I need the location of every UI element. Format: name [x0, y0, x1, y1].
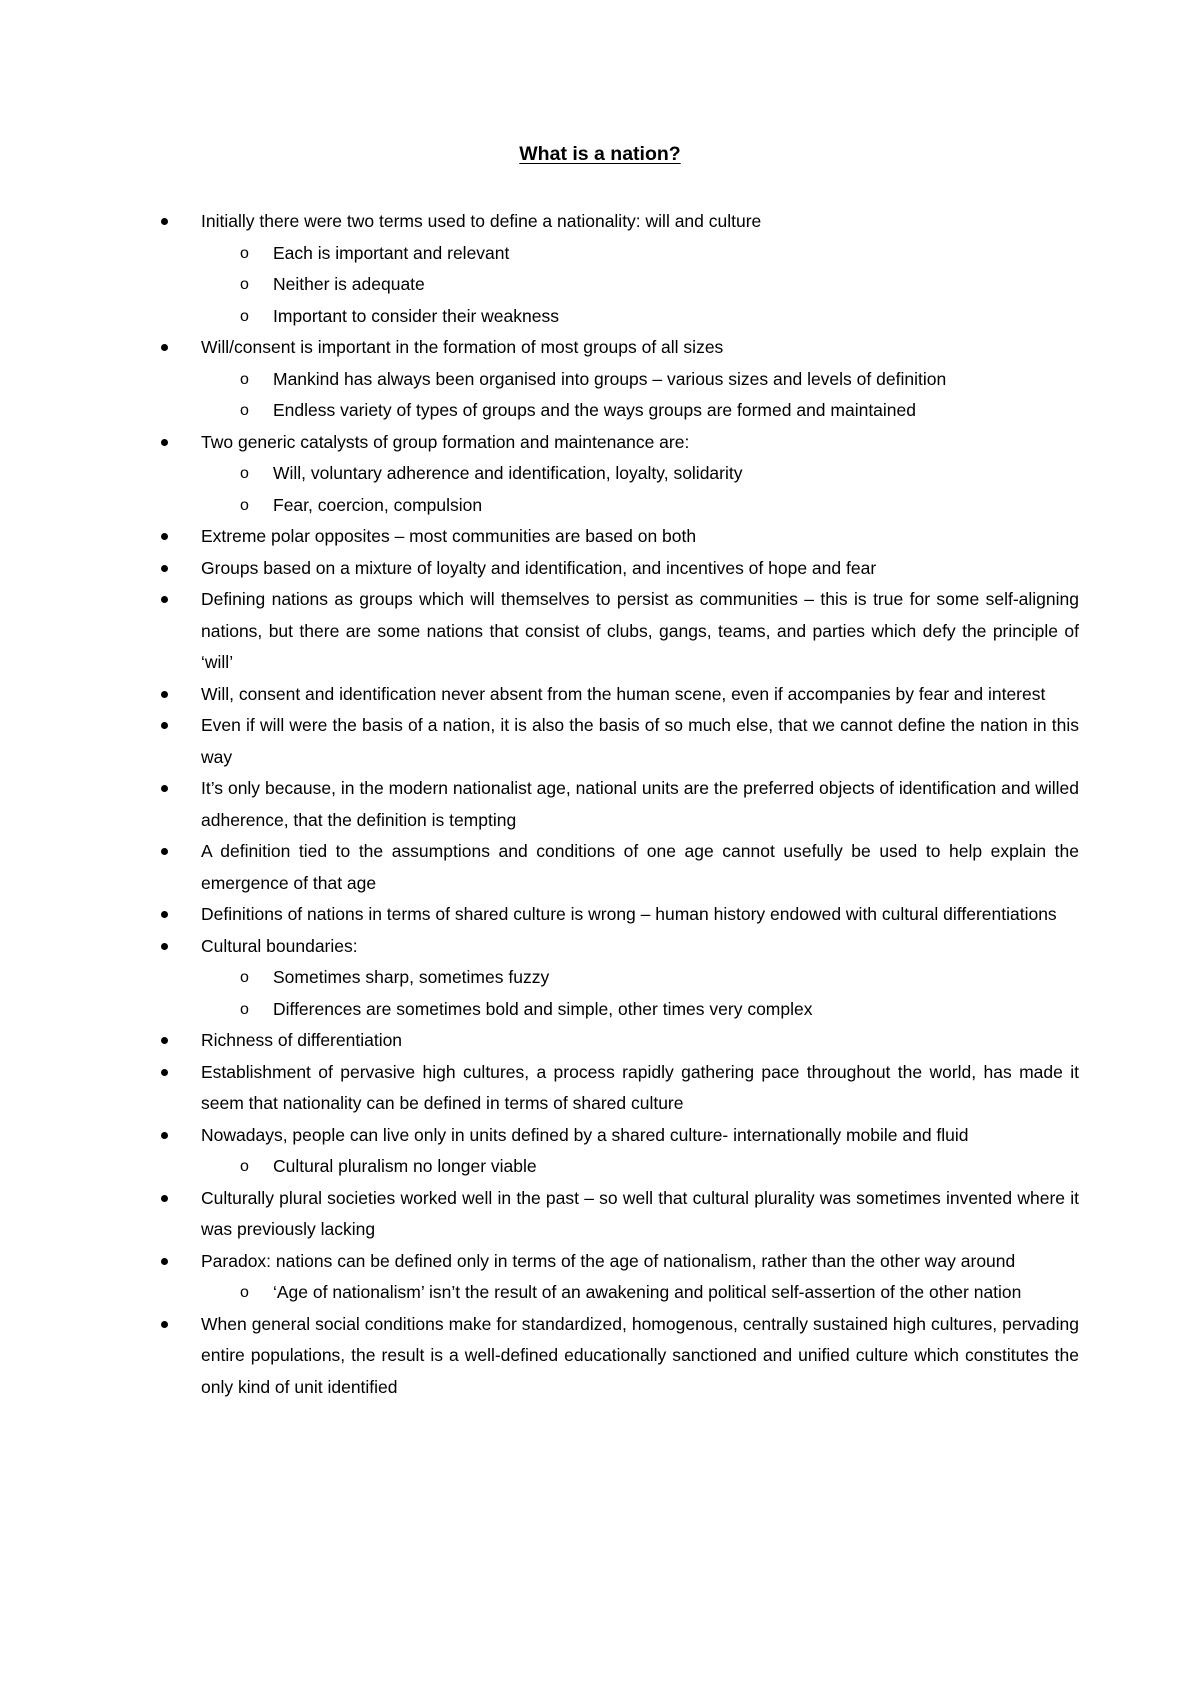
list-item [0, 1025, 1200, 1057]
sub-list-item [0, 1151, 1200, 1183]
list-item-text: Each is important and relevant [273, 242, 510, 263]
bullet-marker [160, 1183, 170, 1215]
list-item [0, 931, 1200, 963]
sub-bullet-marker: o [240, 307, 249, 325]
list-item-text: Even if will were the basis of a nation, it is also the basis of so much else, that we cannot define the nation in this way [201, 715, 1079, 767]
sub-list-item [0, 962, 1200, 994]
list-item-text: Nowadays, people can live only in units defined by a shared culture- internationally mobile and fluid [201, 1124, 969, 1145]
list-item-text: Will, consent and identification never absent from the human scene, even if accompanies by fear and interest [201, 683, 1046, 704]
sub-list-item [0, 458, 1200, 490]
sub-bullet-marker: o [240, 276, 249, 293]
bullet-marker [160, 1025, 170, 1057]
list-item-text: Culturally plural societies worked well in the past – so well that cultural plurality was sometimes invented where it was previously lacking [201, 1187, 1079, 1239]
bullet-marker [160, 553, 170, 585]
list-item-text: Initially there were two terms used to define a nationality: will and culture [201, 211, 762, 231]
list-item [0, 332, 1200, 364]
list-item [0, 1183, 1200, 1246]
sub-list-item [0, 364, 1200, 396]
list-item [0, 553, 1200, 585]
bullet-marker [160, 1309, 170, 1341]
list-item-text: Cultural boundaries: [201, 935, 358, 956]
sub-bullet-marker: o [240, 496, 249, 514]
list-item [0, 206, 1200, 238]
list-item [0, 584, 1200, 679]
list-item [0, 1057, 1200, 1120]
list-item-text: Defining nations as groups which will themselves to persist as communities – this is true for some self-aligning nations, but there are some nations that consist of clubs, gangs, teams, and parties which defy the principle of ‘will’ [201, 589, 1079, 672]
list-item [0, 1246, 1200, 1278]
sub-bullet-marker: o [240, 969, 249, 986]
list-item-text: Mankind has always been organised into groups – various sizes and levels of definition [273, 368, 947, 389]
list-item-text: Fear, coercion, compulsion [273, 494, 483, 515]
bullet-list [0, 206, 1200, 1403]
list-item-text: Definitions of nations in terms of shared culture is wrong – human history endowed with cultural differentiations [201, 904, 1057, 924]
bullet-marker [160, 836, 170, 868]
list-item [0, 773, 1200, 836]
list-item-text: It’s only because, in the modern nationalist age, national units are the preferred objects of identification and willed adherence, that the definition is tempting [201, 778, 1079, 830]
list-item [0, 899, 1200, 931]
list-item-text: Endless variety of types of groups and the ways groups are formed and maintained [273, 400, 917, 420]
list-item-text: Groups based on a mixture of loyalty and identification, and incentives of hope and fear [201, 557, 877, 578]
bullet-marker [160, 1246, 170, 1278]
list-item-text: Differences are sometimes bold and simple, other times very complex [273, 998, 813, 1019]
list-item-text: Cultural pluralism no longer viable [273, 1156, 537, 1176]
list-item-text: Two generic catalysts of group formation and maintenance are: [201, 431, 690, 452]
list-item-text: Neither is adequate [273, 274, 425, 294]
bullet-marker [160, 931, 170, 963]
bullet-marker [160, 1057, 170, 1089]
list-item-text: Extreme polar opposites – most communities are based on both [201, 526, 697, 546]
sub-bullet-marker: o [240, 465, 249, 482]
document-title: What is a nation? [519, 143, 681, 165]
list-item-text: Important to consider their weakness [273, 305, 559, 326]
bullet-marker [160, 1120, 170, 1152]
sub-list-item [0, 1277, 1200, 1309]
sub-list-item [0, 269, 1200, 301]
bullet-marker [160, 899, 170, 931]
list-item [0, 679, 1200, 711]
list-item-text: ‘Age of nationalism’ isn’t the result of an awakening and political self-assertion of the other nation [273, 1282, 1022, 1302]
sub-list-item [0, 994, 1200, 1026]
list-item-text: Paradox: nations can be defined only in terms of the age of nationalism, rather than the other way around [201, 1250, 1016, 1271]
sub-bullet-marker: o [240, 402, 249, 419]
bullet-marker [160, 710, 170, 742]
bullet-marker [160, 773, 170, 805]
list-item-text: Will/consent is important in the formation of most groups of all sizes [201, 337, 724, 357]
bullet-marker [160, 679, 170, 711]
sub-bullet-marker: o [240, 370, 249, 388]
bullet-marker [160, 584, 170, 616]
list-item [0, 427, 1200, 459]
list-item [0, 1309, 1200, 1404]
list-item-text: Sometimes sharp, sometimes fuzzy [273, 967, 550, 987]
sub-list-item [0, 301, 1200, 333]
list-item-text: Establishment of pervasive high cultures, a process rapidly gathering pace throughout the world, has made it seem that nationality can be defined in terms of shared culture [201, 1061, 1079, 1113]
bullet-marker [160, 332, 170, 364]
list-item [0, 836, 1200, 899]
list-item [0, 710, 1200, 773]
sub-bullet-marker: o [240, 1284, 249, 1301]
sub-bullet-marker: o [240, 244, 249, 262]
sub-bullet-marker: o [240, 1158, 249, 1175]
list-item [0, 521, 1200, 553]
list-item-text: Richness of differentiation [201, 1030, 403, 1050]
sub-bullet-marker: o [240, 1000, 249, 1018]
sub-list-item [0, 490, 1200, 522]
bullet-marker [160, 427, 170, 459]
list-item-text: Will, voluntary adherence and identification, loyalty, solidarity [273, 463, 743, 483]
list-item [0, 1120, 1200, 1152]
sub-list-item [0, 395, 1200, 427]
bullet-marker [160, 521, 170, 553]
sub-list-item [0, 238, 1200, 270]
list-item-text: A definition tied to the assumptions and conditions of one age cannot usefully be used to help explain the emergence of that age [201, 841, 1079, 893]
bullet-marker [160, 206, 170, 238]
list-item-text: When general social conditions make for standardized, homogenous, centrally sustained high cultures, pervading entire populations, the result is a well-defined educationally sanctioned and unified culture which constitutes the only kind of unit identified [201, 1313, 1079, 1397]
